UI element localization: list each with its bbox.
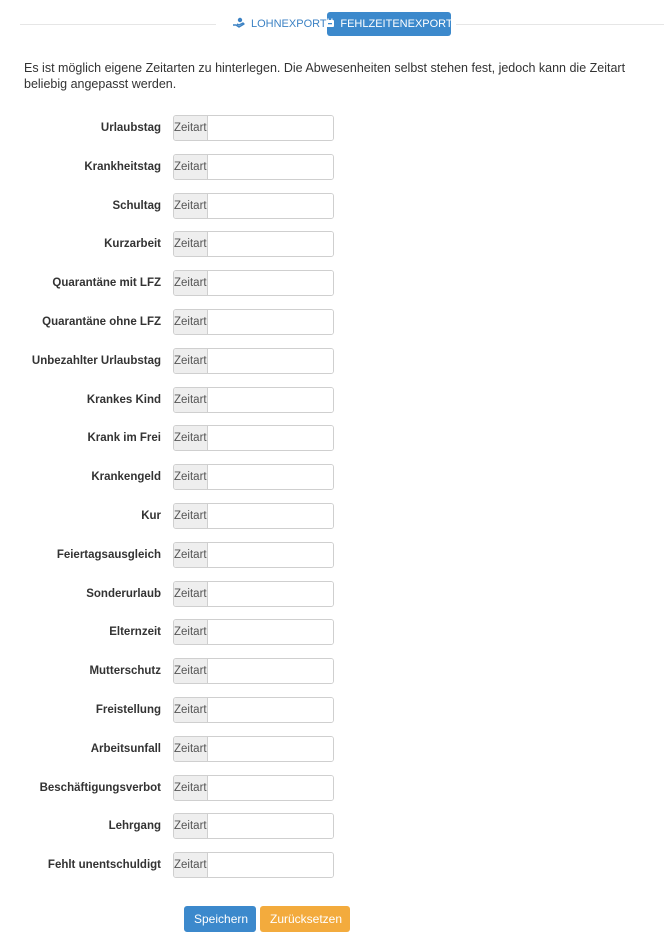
tabbar-divider-left: [20, 24, 216, 25]
zeitart-input[interactable]: [208, 155, 334, 179]
form-row: [0, 658, 670, 697]
form-actions: [184, 906, 350, 932]
zeitart-input[interactable]: [208, 426, 334, 450]
zeitart-input[interactable]: [208, 271, 334, 295]
absence-type-label: Quarantäne mit LFZ: [52, 277, 161, 290]
absence-type-label: Freistellung: [95, 703, 161, 716]
zeitart-addon: Zeitart: [174, 776, 208, 800]
reset-button[interactable]: Zurücksetzen: [260, 906, 350, 932]
form-row: [0, 231, 670, 270]
form-row: [0, 697, 670, 736]
form-row: [0, 154, 670, 193]
absence-type-label: Krankes Kind: [86, 393, 161, 406]
form-row: [0, 619, 670, 658]
zeitart-input[interactable]: [208, 465, 334, 489]
zeitart-addon: Zeitart: [174, 582, 208, 606]
zeitart-input-group: [173, 581, 334, 607]
zeitart-input[interactable]: [208, 349, 334, 373]
form-row: [0, 193, 670, 232]
zeitart-addon: Zeitart: [174, 659, 208, 683]
zeitart-input[interactable]: [208, 659, 334, 683]
zeitart-input[interactable]: [208, 853, 334, 877]
zeitart-input-group: [173, 193, 334, 219]
zeitart-input[interactable]: [208, 543, 334, 567]
absence-type-label: Schultag: [112, 199, 161, 212]
zeitart-input-group: [173, 348, 334, 374]
zeitart-addon: Zeitart: [174, 465, 208, 489]
absence-type-label: Beschäftigungsverbot: [39, 781, 161, 794]
zeitart-input-group: [173, 270, 334, 296]
zeitart-addon: Zeitart: [174, 349, 208, 373]
absence-type-label: Lehrgang: [108, 820, 161, 833]
zeitart-input[interactable]: [208, 232, 334, 256]
zeitart-input-group: [173, 658, 334, 684]
form-row: [0, 852, 670, 891]
absence-type-label: Krankheitstag: [84, 160, 161, 173]
form-row: [0, 581, 670, 620]
tabbar-divider-right: [456, 24, 664, 25]
zeitart-addon: Zeitart: [174, 853, 208, 877]
form-row: [0, 464, 670, 503]
form-row: [0, 542, 670, 581]
zeitart-input-group: [173, 813, 334, 839]
zeitart-input[interactable]: [208, 504, 334, 528]
zeitart-addon: Zeitart: [174, 737, 208, 761]
export-tabbar: [20, 12, 664, 36]
form-row: [0, 736, 670, 775]
form-row: [0, 425, 670, 464]
zeitart-addon: Zeitart: [174, 310, 208, 334]
zeitart-addon: Zeitart: [174, 698, 208, 722]
absence-type-label: Krankengeld: [91, 471, 161, 484]
zeitart-input-group: [173, 503, 334, 529]
zeitart-addon: Zeitart: [174, 504, 208, 528]
zeitart-addon: Zeitart: [174, 426, 208, 450]
zeitart-input-group: [173, 775, 334, 801]
absence-type-label: Urlaubstag: [100, 122, 161, 134]
zeitart-input[interactable]: [208, 310, 334, 334]
form-row: [0, 115, 670, 154]
tab-fehlzeitenexport-label: FEHLZEITENEXPORT: [340, 18, 453, 30]
absence-type-label: Elternzeit: [109, 626, 161, 639]
zeitart-input-group: [173, 619, 334, 645]
absence-type-label: Feiertagsausgleich: [56, 548, 161, 561]
form-row: [0, 270, 670, 309]
zeitart-addon: Zeitart: [174, 155, 208, 179]
zeitart-addon: Zeitart: [174, 620, 208, 644]
zeitart-input-group: [173, 309, 334, 335]
zeitart-addon: Zeitart: [174, 194, 208, 218]
zeitart-input[interactable]: [208, 582, 334, 606]
zeitart-addon: Zeitart: [174, 814, 208, 838]
zeitart-addon: Zeitart: [174, 271, 208, 295]
zeitart-input-group: [173, 154, 334, 180]
form-row: [0, 813, 670, 852]
absence-type-label: Mutterschutz: [89, 665, 161, 678]
zeitart-input[interactable]: [208, 388, 334, 412]
zeitart-input-group: [173, 542, 334, 568]
absence-type-label: Fehlt unentschuldigt: [47, 859, 161, 872]
zeitart-input[interactable]: [208, 814, 334, 838]
form-row: [0, 348, 670, 387]
zeitart-input-group: [173, 115, 334, 141]
absence-type-label: Kur: [141, 509, 161, 522]
tab-lohnexport-label: LOHNEXPORT: [251, 18, 327, 30]
zeitart-input-group: [173, 736, 334, 762]
calendar-icon: [325, 18, 335, 31]
zeitart-input-group: [173, 852, 334, 878]
save-button[interactable]: Speichern: [184, 906, 256, 932]
zeitart-addon: Zeitart: [174, 232, 208, 256]
tab-fehlzeitenexport[interactable]: [327, 12, 451, 36]
form-row: [0, 503, 670, 542]
zeitart-addon: Zeitart: [174, 388, 208, 412]
form-row: [0, 309, 670, 348]
zeitart-input[interactable]: [208, 698, 334, 722]
zeitart-input[interactable]: [208, 776, 334, 800]
form-row: [0, 387, 670, 426]
hand-money-icon: [232, 17, 245, 32]
absence-type-label: Unbezahlter Urlaubstag: [31, 354, 161, 367]
absence-type-label: Arbeitsunfall: [90, 742, 161, 755]
zeitart-input-group: [173, 697, 334, 723]
form-row: [0, 775, 670, 814]
zeitart-input[interactable]: [208, 194, 334, 218]
zeitart-addon: Zeitart: [174, 543, 208, 567]
intro-text: Es ist möglich eigene Zeitarten zu hinterlegen. Die Abwesenheiten selbst stehen fest, jedoch kann die Zeitart beliebig angepasst werden.: [24, 61, 626, 91]
zeitart-input[interactable]: [208, 737, 334, 761]
absence-type-label: Krank im Frei: [87, 432, 161, 445]
absence-type-label: Kurzarbeit: [104, 238, 161, 251]
zeitart-input[interactable]: [208, 116, 334, 140]
zeitart-input-group: [173, 231, 334, 257]
zeitart-form: [0, 115, 670, 891]
zeitart-input-group: [173, 464, 334, 490]
zeitart-input[interactable]: [208, 620, 334, 644]
tab-lohnexport[interactable]: [232, 12, 327, 36]
zeitart-addon: Zeitart: [174, 116, 208, 140]
absence-type-label: Sonderurlaub: [86, 587, 161, 600]
zeitart-input-group: [173, 387, 334, 413]
absence-type-label: Quarantäne ohne LFZ: [42, 315, 161, 328]
zeitart-input-group: [173, 425, 334, 451]
